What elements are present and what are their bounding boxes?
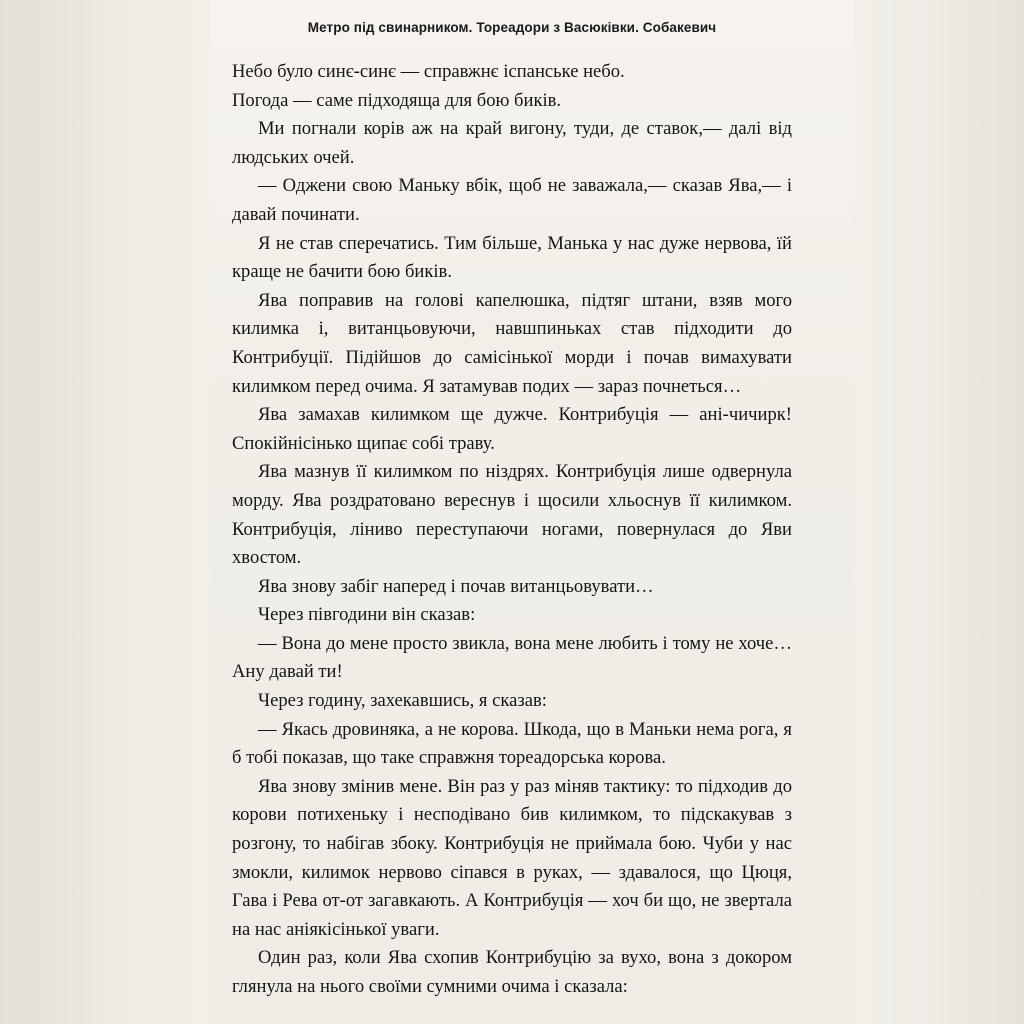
paragraph: Ява замахав килимком ще дужче. Контрибуція — ані-чичирк! Спокійнісінько щипає собі траву.	[232, 404, 792, 454]
paragraph: Через годину, захекавшись, я сказав:	[258, 690, 547, 712]
paragraph: — Вона до мене просто звикла, вона мене любить і тому не хоче… Ану давай ти!	[232, 632, 792, 683]
paragraph: Небо було синє-синє — справжнє іспанське небо.	[232, 61, 625, 82]
paragraph: Ява мазнув її килимком по ніздрях. Контрибуція лише одвернула морду. Ява роздратовано вереснув і щосили хльоснув її килимком. Контрибуція, ліниво переступаючи ногами, повернулася до Яви хвостом.	[232, 461, 792, 569]
paragraph: Ми погнали корів аж на край вигону, туди, де ставок,— далі від людських очей.	[232, 118, 792, 168]
paragraph: Через півгодини він сказав:	[258, 604, 476, 626]
body-text	[232, 58, 792, 1002]
paragraph: Ява поправив на голові капелюшка, підтяг штани, взяв мого килимка і, витанцьовуючи, навшпиньках став підходити до Контрибуції. Підійшов до самісінької морди і почав вимахувати килимком перед очима. Я затамував подих — зараз почнеться…	[232, 289, 792, 397]
running-head: Метро під свинарником. Тореадори з Васюківки. Собакевич	[307, 20, 717, 35]
paragraph: Погода — саме підходяща для бою биків.	[232, 89, 562, 111]
paragraph: Я не став сперечатись. Тим більше, Манька у нас дуже нервова, їй краще не бачити бою биків.	[232, 232, 792, 283]
paragraph: Ява знову забіг наперед і почав витанцьовувати…	[258, 575, 654, 597]
paragraph: Один раз, коли Ява схопив Контрибуцію за вухо, вона з докором глянула на нього своїми сумними очима і сказала:	[232, 947, 792, 997]
paragraph: — Якась дровиняка, а не корова. Шкода, що в Маньки нема рога, я б тобі показав, що таке справжня тореадорська корова.	[232, 718, 792, 769]
paragraph: Ява знову змінив мене. Він раз у раз міняв тактику: то підходив до корови потихеньку і несподівано бив килимком, то підскакував з розгону, то набігав збоку. Контрибуція не приймала бою. Чуби у нас змокли, килимок нервово сіпався в руках, — здавалося, що Цюця, Гава і Рева от-от загавкають. А Контрибуція — хоч би що, не звертала на нас аніякісінької уваги.	[232, 775, 792, 940]
paragraph: — Оджени свою Маньку вбік, щоб не заважала,— сказав Ява,— і давай починати.	[232, 175, 792, 225]
